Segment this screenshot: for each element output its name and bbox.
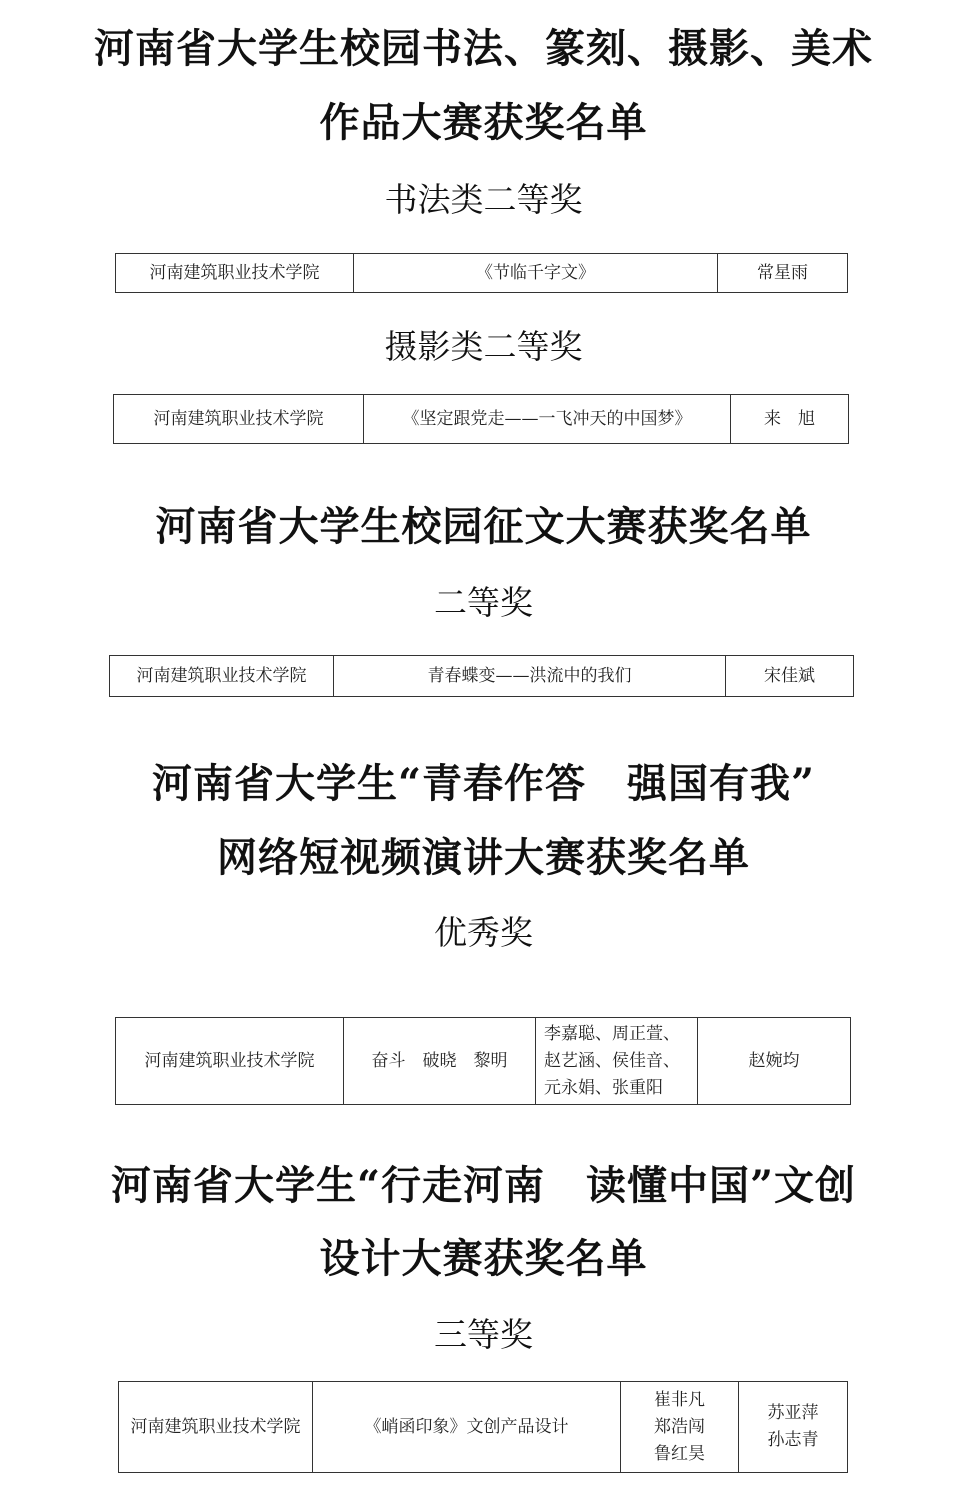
section3-heading: 优秀奖 — [434, 913, 533, 952]
members-cell — [536, 1018, 698, 1105]
section2-heading: 二等奖 — [434, 583, 533, 622]
school-cell: 河南建筑职业技术学院 — [119, 1382, 313, 1473]
school-cell: 河南建筑职业技术学院 — [116, 254, 354, 293]
author-cell: 常星雨 — [718, 254, 848, 293]
teachers-cell — [739, 1382, 848, 1473]
table-row — [110, 656, 854, 697]
video-speech-award-table — [115, 1017, 851, 1105]
member-line: 李嘉聪、周正萱、 — [544, 1023, 680, 1044]
section3-title-line2: 网络短视频演讲大赛获奖名单 — [217, 834, 750, 881]
member-line: 元永娟、张重阳 — [544, 1077, 663, 1098]
section1-title-line2: 作品大赛获奖名单 — [319, 99, 648, 146]
member-line: 郑浩闯 — [654, 1416, 705, 1437]
member-line: 鲁红昊 — [654, 1443, 705, 1464]
work-title-cell: 奋斗 破晓 黎明 — [344, 1018, 536, 1105]
teacher-line: 孙志青 — [767, 1430, 819, 1450]
calligraphy-award-table — [115, 253, 848, 293]
section3-title-line1: 河南省大学生“青春作答 强国有我” — [151, 760, 815, 807]
section1-title-line1: 河南省大学生校园书法、篆刻、摄影、美术 — [94, 25, 873, 72]
school-cell: 河南建筑职业技术学院 — [114, 395, 364, 444]
table-row — [119, 1382, 848, 1473]
section4-title-line1: 河南省大学生“行走河南 读懂中国”文创 — [110, 1162, 856, 1209]
photography-award-table — [113, 394, 849, 444]
members-cell — [621, 1382, 739, 1473]
table-row — [116, 254, 848, 293]
work-title-cell: 青春蝶变——洪流中的我们 — [334, 656, 726, 697]
school-cell: 河南建筑职业技术学院 — [110, 656, 334, 697]
school-cell: 河南建筑职业技术学院 — [116, 1018, 344, 1105]
member-line: 崔非凡 — [654, 1389, 705, 1410]
author-cell: 来 旭 — [731, 395, 849, 444]
section2-title: 河南省大学生校园征文大赛获奖名单 — [155, 503, 812, 550]
author-cell: 宋佳斌 — [726, 656, 854, 697]
table-row — [116, 1018, 851, 1105]
work-title-cell: 《节临千字文》 — [354, 254, 718, 293]
section1-cat1-heading: 书法类二等奖 — [384, 180, 583, 219]
teacher-cell: 赵婉均 — [698, 1018, 851, 1105]
section4-heading: 三等奖 — [434, 1315, 533, 1354]
section4-title-line2: 设计大赛获奖名单 — [319, 1235, 648, 1282]
work-title-cell: 《峭函印象》文创产品设计 — [313, 1382, 621, 1473]
section1-cat2-heading: 摄影类二等奖 — [384, 327, 583, 366]
teacher-line: 苏亚萍 — [767, 1403, 819, 1423]
member-line: 赵艺涵、侯佳音、 — [544, 1050, 680, 1071]
essay-award-table — [109, 655, 854, 697]
cultural-design-award-table — [118, 1381, 848, 1473]
work-title-cell: 《坚定跟党走——一飞冲天的中国梦》 — [364, 395, 731, 444]
table-row — [114, 395, 849, 444]
